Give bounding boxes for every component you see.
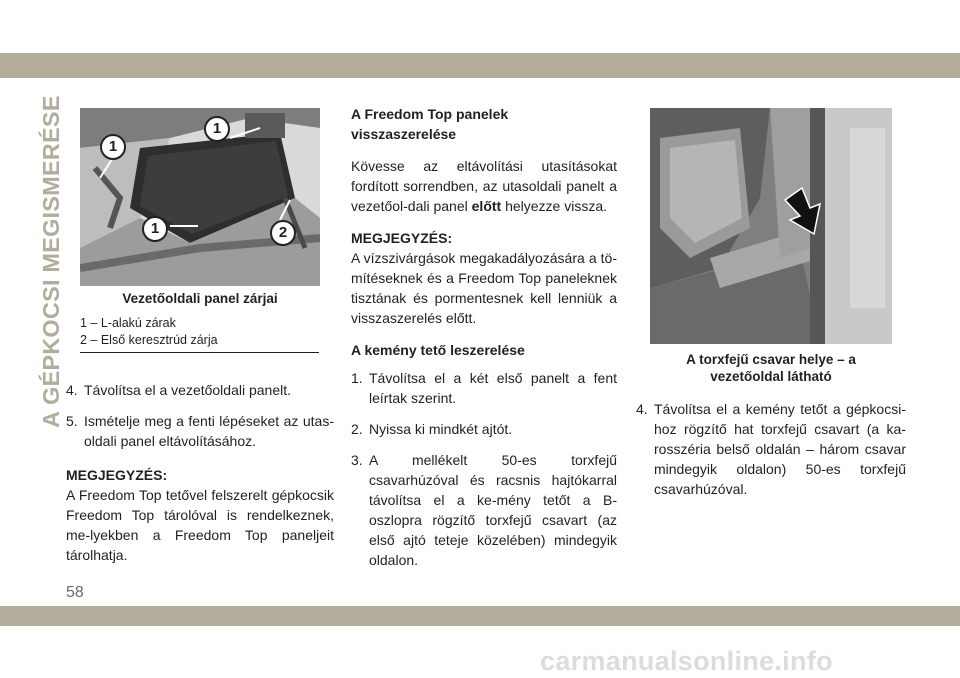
list-item-text: Ismételje meg a fenti lépéseket az utas-oldali panel eltávolításához.	[84, 413, 334, 449]
list-item-number: 4.	[636, 401, 648, 417]
note-text: A vízszivárgások megakadályozására a tö-mítéseknek és a Freedom Top paneleknek tisztának és pormentesnek kell lenniük a visszaszerelés előtt.	[351, 250, 617, 326]
paragraph	[351, 156, 617, 216]
callout-label: 2	[278, 224, 288, 241]
figure1-legend-1: 1 – L-alakú zárak	[80, 316, 176, 330]
middle-column	[351, 104, 617, 581]
figure1-caption: Vezetőoldali panel zárjai	[122, 291, 278, 306]
right-column	[636, 399, 906, 510]
figure1-divider	[80, 352, 319, 353]
callout-1-bottom	[142, 216, 168, 242]
list-item	[66, 380, 334, 400]
paragraph-text: Kövesse az eltávolítási utasításokat fordított sorrendben, az utasoldali panelt a vezetőol-dali panel	[351, 158, 617, 214]
list-item-text: Távolítsa el a vezetőoldali panelt.	[84, 382, 292, 398]
list-item-text: Nyissa ki mindkét ajtót.	[369, 421, 513, 437]
section-heading: A kemény tető leszerelése	[351, 342, 525, 358]
section-heading: A Freedom Top panelek visszaszerelése	[351, 106, 509, 142]
list-item	[351, 450, 617, 570]
figure2-caption-line2: vezetőoldal látható	[710, 369, 832, 384]
interior-photo-illustration	[650, 108, 892, 344]
footer-band	[0, 606, 960, 626]
list-item-number: 3.	[351, 452, 363, 468]
note-text: A Freedom Top tetővel felszerelt gépkocsik Freedom Top tárolóval is rendelkeznek, me-lyekben a Freedom Top paneljeit tárolhatja.	[66, 487, 334, 563]
paragraph-text: helyezze vissza.	[501, 198, 608, 214]
callout-2	[270, 220, 296, 246]
left-column	[66, 380, 334, 565]
figure1-legend-2: 2 – Első keresztrúd zárja	[80, 333, 218, 347]
figure-roof-panel-latches	[80, 108, 320, 286]
watermark: carmanualsonline.info	[540, 646, 833, 676]
callout-label: 1	[108, 138, 118, 155]
list-item	[351, 419, 617, 439]
list-item-text: Távolítsa el a kemény tetőt a gépkocsi-hoz rögzítő hat torxfejű csavart (a ka-rosszéria belső oldalán – három csavar mindegyik oldalon) 50-es torxfejű csavarhúzóval.	[654, 401, 906, 497]
callout-1-top	[204, 116, 230, 142]
figure-torx-screw-location	[650, 108, 892, 344]
list-item	[636, 399, 906, 499]
list-item-number: 4.	[66, 382, 78, 398]
list-item-number: 2.	[351, 421, 363, 437]
figure2-caption-line1: A torxfejű csavar helye – a	[686, 352, 856, 367]
callout-label: 1	[212, 120, 222, 137]
list-item-text: A mellékelt 50-es torxfejű csavarhúzóval és racsnis hajtókarral távolítsa el a ke-mény tetőt a B-oszlopra rögzítő torxfejű csavart (az első ajtó teteje közelében) mindegyik oldalon.	[369, 452, 617, 568]
emphasis-text: előtt	[471, 198, 502, 214]
list-item-number: 5.	[66, 413, 78, 429]
list-item-text: Távolítsa el a két első panelt a fent leírtak szerint.	[369, 370, 617, 406]
list-item-number: 1.	[351, 370, 363, 386]
list-item	[351, 368, 617, 408]
callout-label: 1	[150, 220, 160, 237]
section-side-title: A GÉPKOCSI MEGISMERÉSE	[38, 95, 64, 428]
list-item	[66, 411, 334, 451]
callout-1-left	[100, 134, 126, 160]
note-heading: MEGJEGYZÉS:	[351, 230, 453, 246]
note-heading: MEGJEGYZÉS:	[66, 467, 168, 483]
page-number: 58	[66, 584, 84, 601]
header-band	[0, 53, 960, 78]
